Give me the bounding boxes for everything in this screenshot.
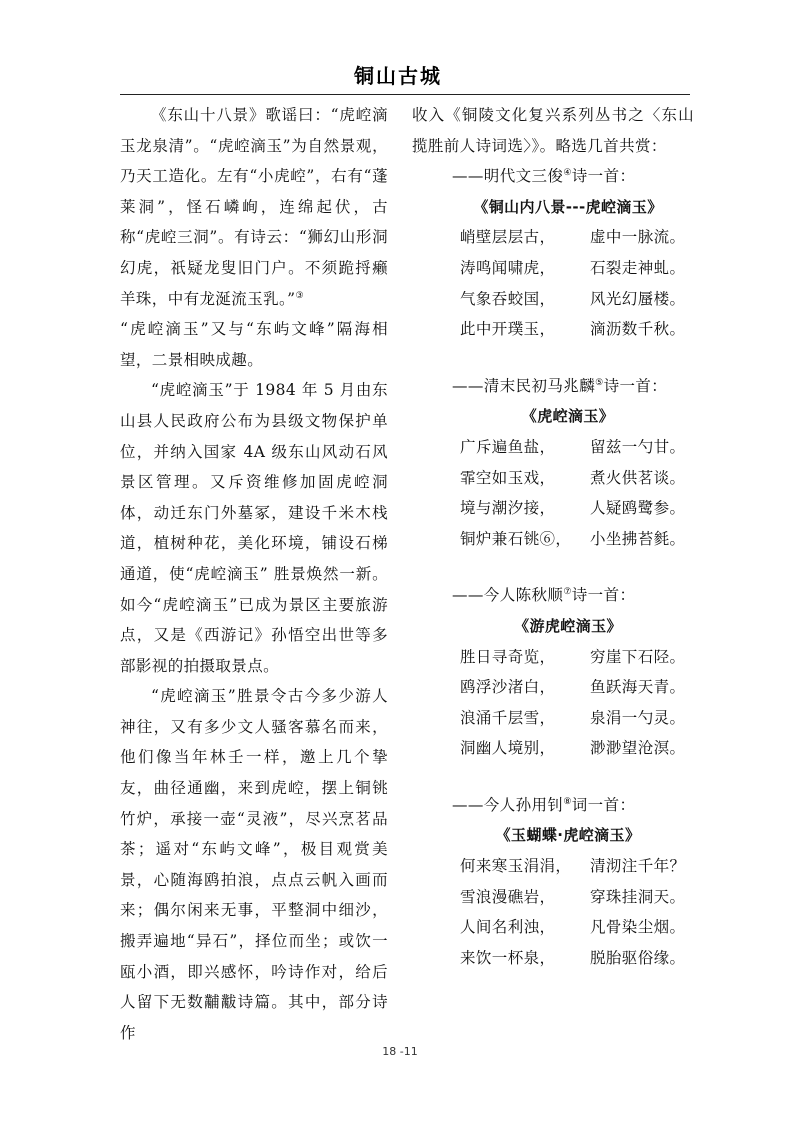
poem-title: 《玉蝴蝶·虎崆滴玉》 — [495, 826, 641, 845]
page-header — [120, 58, 690, 95]
poem-line: 洞幽人境别， 渺渺望沧溟。 — [460, 739, 686, 758]
poem-attribution: ——清末民初马兆麟⑤诗一首： — [452, 376, 668, 395]
poem-line: 霏空如玉戏， 煮火供茗谈。 — [460, 468, 686, 487]
paragraph-3: “虎崆滴玉”胜景令古今多少游人神往，又有多少文人骚客慕名而来，他们像当年林壬一样，邀上几个挚友，曲径通幽，来到虎崆，摆上铜铫竹炉，承接一壶“灵液”，尽兴烹茗品茶；遥对“东屿文峰”，极目观赏美景，心随海鸥拍浪，点点云帆入画而来；偶尔闲来无事，平整洞中细沙，搬弄遍地“异石”，择位而坐；或饮一瓯小酒，即兴感怀，吟诗作对，给后人留下无数黼黻诗篇。其中，部分诗作 — [120, 687, 388, 1042]
footnote-marker: ⑦ — [563, 587, 572, 598]
intro-text: 收入《铜陵文化复兴系列丛书之〈东山揽胜前人诗词选〉》。略选几首共赏： — [412, 106, 694, 155]
poem-line: 涛鸣闻啸虎， 石裂走神虬。 — [460, 258, 686, 277]
poem-line: 来饮一杯泉， 脱胎驱俗缘。 — [460, 948, 686, 967]
left-column — [120, 100, 388, 1048]
poem-line: 浪涌千层雪， 泉涓一勺灵。 — [460, 708, 686, 727]
poem-line: 雪浪漫礁岩， 穿珠挂洞天。 — [460, 887, 686, 906]
poem-line: 广斥遍鱼盐， 留兹一勺甘。 — [460, 437, 686, 456]
poem-attribution: ——今人陈秋顺⑦诗一首： — [452, 586, 636, 605]
poem-block — [412, 161, 694, 345]
poem-block — [412, 554, 694, 764]
poem-line: 峭壁层层古， 虚中一脉流。 — [460, 228, 686, 247]
poem-title: 《铜山内八景---虎崆滴玉》 — [473, 197, 663, 216]
poem-line: 鸥浮沙渚白， 鱼跃海天青。 — [460, 678, 686, 697]
footnote-marker: ③ — [295, 290, 304, 301]
poem-line: 人间名利浊， 凡骨染尘烟。 — [460, 918, 686, 937]
poem-line: 铜炉兼石铫⑥， 小坐拂苔毵。 — [460, 529, 686, 548]
poem-title: 《游虎崆滴玉》 — [514, 616, 622, 635]
poem-line: 境与潮汐接， 人疑鸥鹭参。 — [460, 499, 686, 518]
poem-title: 《虎崆滴玉》 — [521, 407, 615, 426]
paragraph-1: 《东山十八景》歌谣曰：“虎崆滴玉龙泉清”。“虎崆滴玉”为自然景观，乃天工造化。左有“小虎崆”，右有“蓬莱洞”，怪石嶙峋，连绵起伏，古称“虎崆三洞”。有诗云：“狮幻山形洞幻虎，祇疑龙叟旧门户。不须跪捋癞羊珠，中有龙涎流玉乳。”③ “虎崆滴玉”又与“东屿文峰”隔海相望，二景相映成趣。 — [120, 106, 388, 369]
poem-line: 气象吞蛟国， 风光幻蜃楼。 — [460, 289, 686, 308]
footnote-marker: ④ — [563, 168, 572, 179]
paragraph-2: “虎崆滴玉”于 1984 年 5 月由东山县人民政府公布为县级文物保护单位，并纳入国家 4A 级东山风动石风景区管理。又斥资维修加固虎崆洞体，动迁东门外墓冢，建设千米木栈道，植树种花，美化环境，铺设石梯通道，使“虎崆滴玉” 胜景焕然一新。如今“虎崆滴玉”已成为景区主要旅游点，又是《西游记》孙悟空出世等多部影视的拍摄取景点。 — [120, 381, 388, 675]
poem-attribution: ——今人孙用钊⑧词一首： — [452, 795, 636, 814]
poem-list — [412, 161, 694, 973]
footnote-marker: ⑧ — [563, 796, 572, 807]
poem-line: 此中开璞玉， 滴沥数千秋。 — [460, 320, 686, 339]
page-number: 18 -11 — [382, 1045, 418, 1058]
right-column — [412, 100, 694, 973]
poem-block — [412, 764, 694, 974]
poem-block — [412, 345, 694, 555]
footnote-marker: ⑤ — [595, 377, 604, 388]
header-title: 铜山古城 — [354, 64, 442, 88]
poem-line: 胜日寻奇览， 穷崖下石陉。 — [460, 647, 686, 666]
poem-attribution: ——明代文三俊④诗一首： — [452, 167, 636, 186]
poem-line: 何来寒玉涓涓， 清沏注千年？ — [460, 857, 686, 876]
